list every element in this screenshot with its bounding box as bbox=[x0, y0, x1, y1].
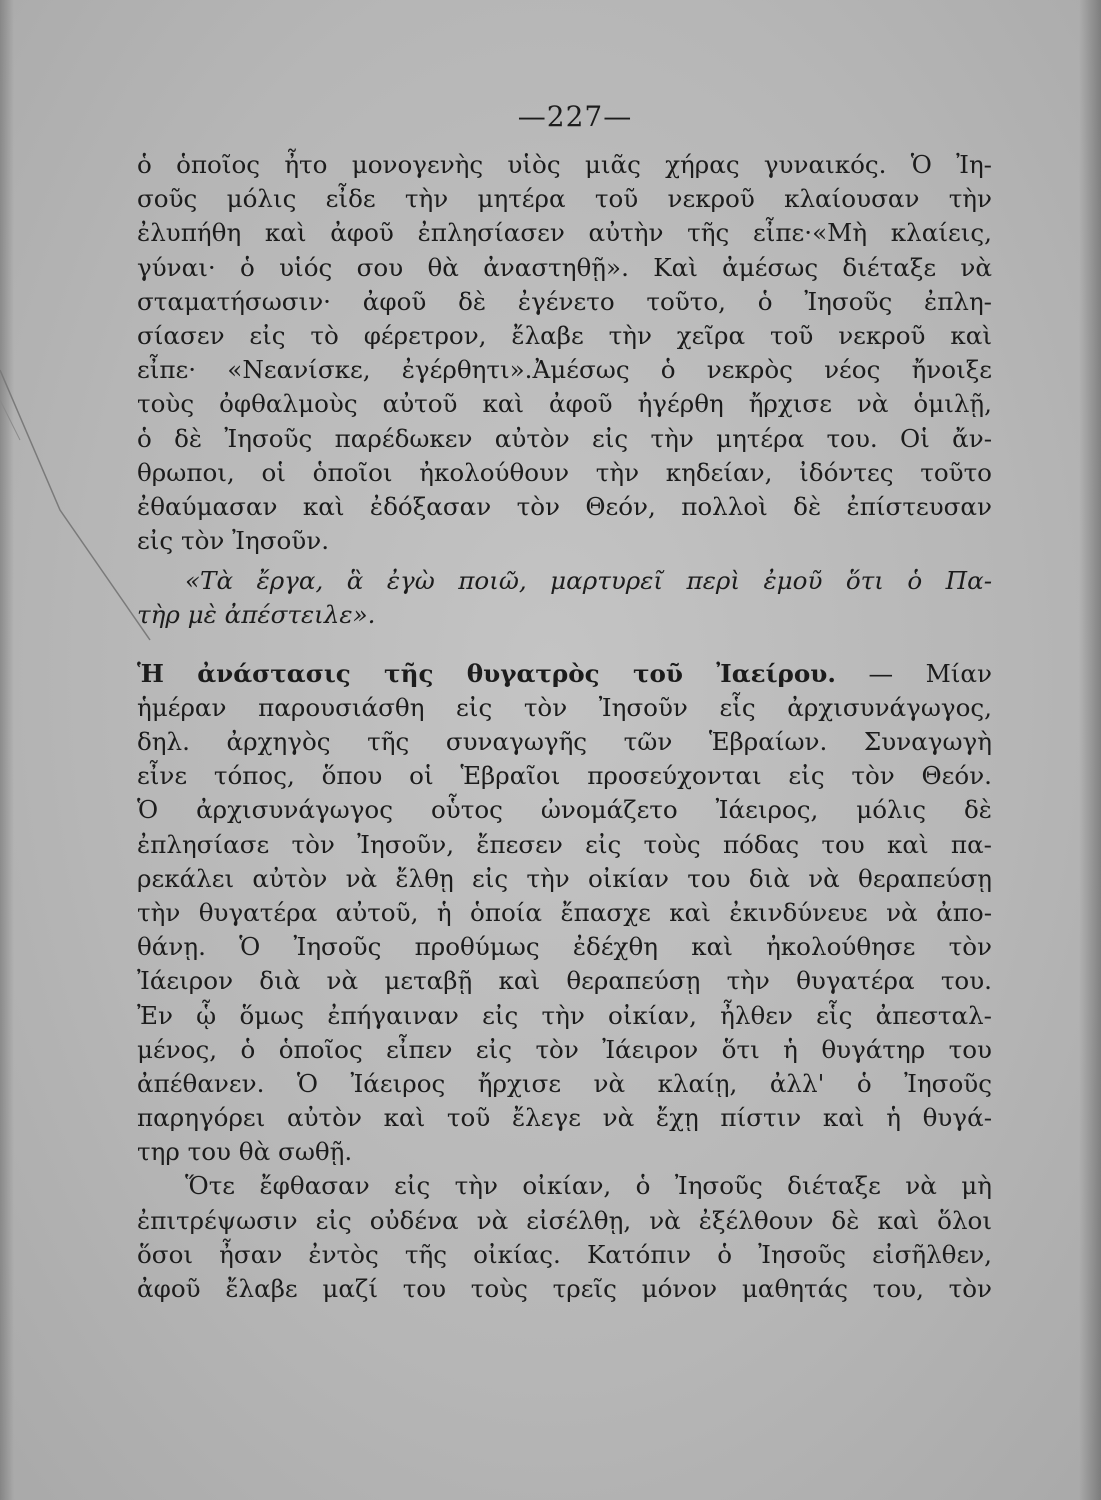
body-text bbox=[137, 148, 992, 1306]
text-line: Ὁ ἀρχισυνάγωγος οὗτος ὠνομάζετο Ἰάειρος, μόλις δὲ bbox=[137, 795, 992, 825]
text-line: ἐλυπήθη καὶ ἀφοῦ ἐπλησίασεν αὐτὴν τῆς εἶπε·«Μὴ κλαίεις, bbox=[137, 218, 992, 248]
text-line: τοὺς ὀφθαλμοὺς αὐτοῦ καὶ ἀφοῦ ἠγέρθη ἤρχισε νὰ ὁμιλῇ, bbox=[137, 389, 992, 419]
text-line: ὁ δὲ Ἰησοῦς παρέδωκεν αὐτὸν εἰς τὴν μητέρα του. Οἱ ἄν- bbox=[137, 423, 992, 453]
text-line: Ὅτε ἔφθασαν εἰς τὴν οἰκίαν, ὁ Ἰησοῦς διέταξε νὰ μὴ bbox=[185, 1171, 992, 1201]
page-number: —227— bbox=[517, 100, 633, 133]
section-heading-line bbox=[137, 657, 992, 691]
paragraph-2 bbox=[137, 691, 992, 1170]
scripture-quote bbox=[137, 564, 992, 632]
text-line: εἶνε τόπος, ὅπου οἱ Ἑβραῖοι προσεύχονται εἰς τὸν Θεόν. bbox=[137, 761, 992, 791]
text-line: γύναι· ὁ υἱός σου θὰ ἀναστηθῇ». Καὶ ἀμέσως διέταξε νὰ bbox=[137, 252, 992, 282]
page-edge-shadow-left bbox=[0, 0, 14, 1500]
heading-text-line bbox=[137, 657, 992, 691]
section-heading: Ἡ ἀνάστασις τῆς θυγατρὸς τοῦ Ἰαείρου. bbox=[137, 658, 836, 688]
text-line: εἰς τὸν Ἰησοῦν. bbox=[137, 526, 330, 556]
text-line: μένος, ὁ ὁποῖος εἶπεν εἰς τὸν Ἰάειρον ὅτι ἡ θυγάτηρ του bbox=[137, 1034, 992, 1064]
text-line: θρωποι, οἱ ὁποῖοι ἠκολούθουν τὴν κηδείαν, ἰδόντες τοῦτο bbox=[137, 457, 992, 487]
quote-line: «Τὰ ἔργα, ἃ ἐγὼ ποιῶ, μαρτυρεῖ περὶ ἐμοῦ ὅτι ὁ Πα- bbox=[185, 566, 992, 596]
text-line: παρηγόρει αὐτὸν καὶ τοῦ ἔλεγε νὰ ἔχῃ πίστιν καὶ ἡ θυγά- bbox=[137, 1103, 992, 1133]
text-line: Ἰάειρον διὰ νὰ μεταβῇ καὶ θεραπεύσῃ τὴν θυγατέρα του. bbox=[137, 966, 992, 996]
text-line: σίασεν εἰς τὸ φέρετρον, ἔλαβε τὴν χεῖρα τοῦ νεκροῦ καὶ bbox=[137, 320, 992, 350]
text-line: ἀφοῦ ἔλαβε μαζί του τοὺς τρεῖς μόνον μαθητάς του, τὸν bbox=[137, 1274, 992, 1303]
text-line: εἶπε· «Νεανίσκε, ἐγέρθητι».Ἀμέσως ὁ νεκρὸς νέος ἤνοιξε bbox=[137, 355, 992, 385]
text-line: δηλ. ἀρχηγὸς τῆς συναγωγῆς τῶν Ἑβραίων. Συναγωγὴ bbox=[137, 727, 992, 756]
text-line: ἐπλησίασε τὸν Ἰησοῦν, ἔπεσεν εἰς τοὺς πόδας του καὶ πα- bbox=[137, 829, 992, 859]
text-line: σοῦς μόλις εἶδε τὴν μητέρα τοῦ νεκροῦ κλαίουσαν τὴν bbox=[137, 184, 992, 214]
text-line: ἀπέθανεν. Ὁ Ἰάειρος ἤρχισε νὰ κλαίῃ, ἀλλ' ὁ Ἰησοῦς bbox=[137, 1068, 992, 1098]
text-line: ἐπιτρέψωσιν εἰς οὐδένα νὰ εἰσέλθῃ, νὰ ἐξέλθουν δὲ καὶ ὅλοι bbox=[137, 1205, 992, 1235]
text-line: ὅσοι ἦσαν ἐντὸς τῆς οἰκίας. Κατόπιν ὁ Ἰησοῦς εἰσῆλθεν, bbox=[137, 1239, 992, 1269]
text-line: ἐθαύμασαν καὶ ἐδόξασαν τὸν Θεόν, πολλοὶ δὲ ἐπίστευσαν bbox=[137, 491, 992, 521]
text-line: ἡμέραν παρουσιάσθη εἰς τὸν Ἰησοῦν εἷς ἀρχισυνάγωγος, bbox=[137, 692, 992, 722]
text-line: θάνῃ. Ὁ Ἰησοῦς προθύμως ἐδέχθη καὶ ἠκολούθησε τὸν bbox=[137, 932, 992, 962]
paragraph-1 bbox=[137, 148, 992, 558]
text-line: ρεκάλει αὐτὸν νὰ ἔλθῃ εἰς τὴν οἰκίαν του διὰ νὰ θεραπεύσῃ bbox=[137, 863, 992, 893]
page-edge-shadow-right bbox=[1079, 0, 1101, 1500]
quote-line: τὴρ μὲ ἀπέστειλε». bbox=[137, 600, 376, 630]
text-line: Ἐν ᾧ ὅμως ἐπήγαιναν εἰς τὴν οἰκίαν, ἦλθεν εἷς ἀπεσταλ- bbox=[137, 1000, 992, 1030]
paragraph-3 bbox=[137, 1169, 992, 1306]
text-line: τὴν θυγατέρα αὐτοῦ, ἡ ὁποία ἔπασχε καὶ ἐκινδύνευε νὰ ἀπο- bbox=[137, 897, 992, 927]
heading-continuation: — Μίαν bbox=[835, 658, 992, 688]
text-line: τηρ του θὰ σωθῇ. bbox=[137, 1137, 353, 1167]
text-line: ὁ ὁποῖος ἦτο μονογενὴς υἱὸς μιᾶς χήρας γυναικός. Ὁ Ἰη- bbox=[137, 150, 992, 179]
text-line: σταματήσωσιν· ἀφοῦ δὲ ἐγένετο τοῦτο, ὁ Ἰησοῦς ἐπλη- bbox=[137, 286, 992, 316]
